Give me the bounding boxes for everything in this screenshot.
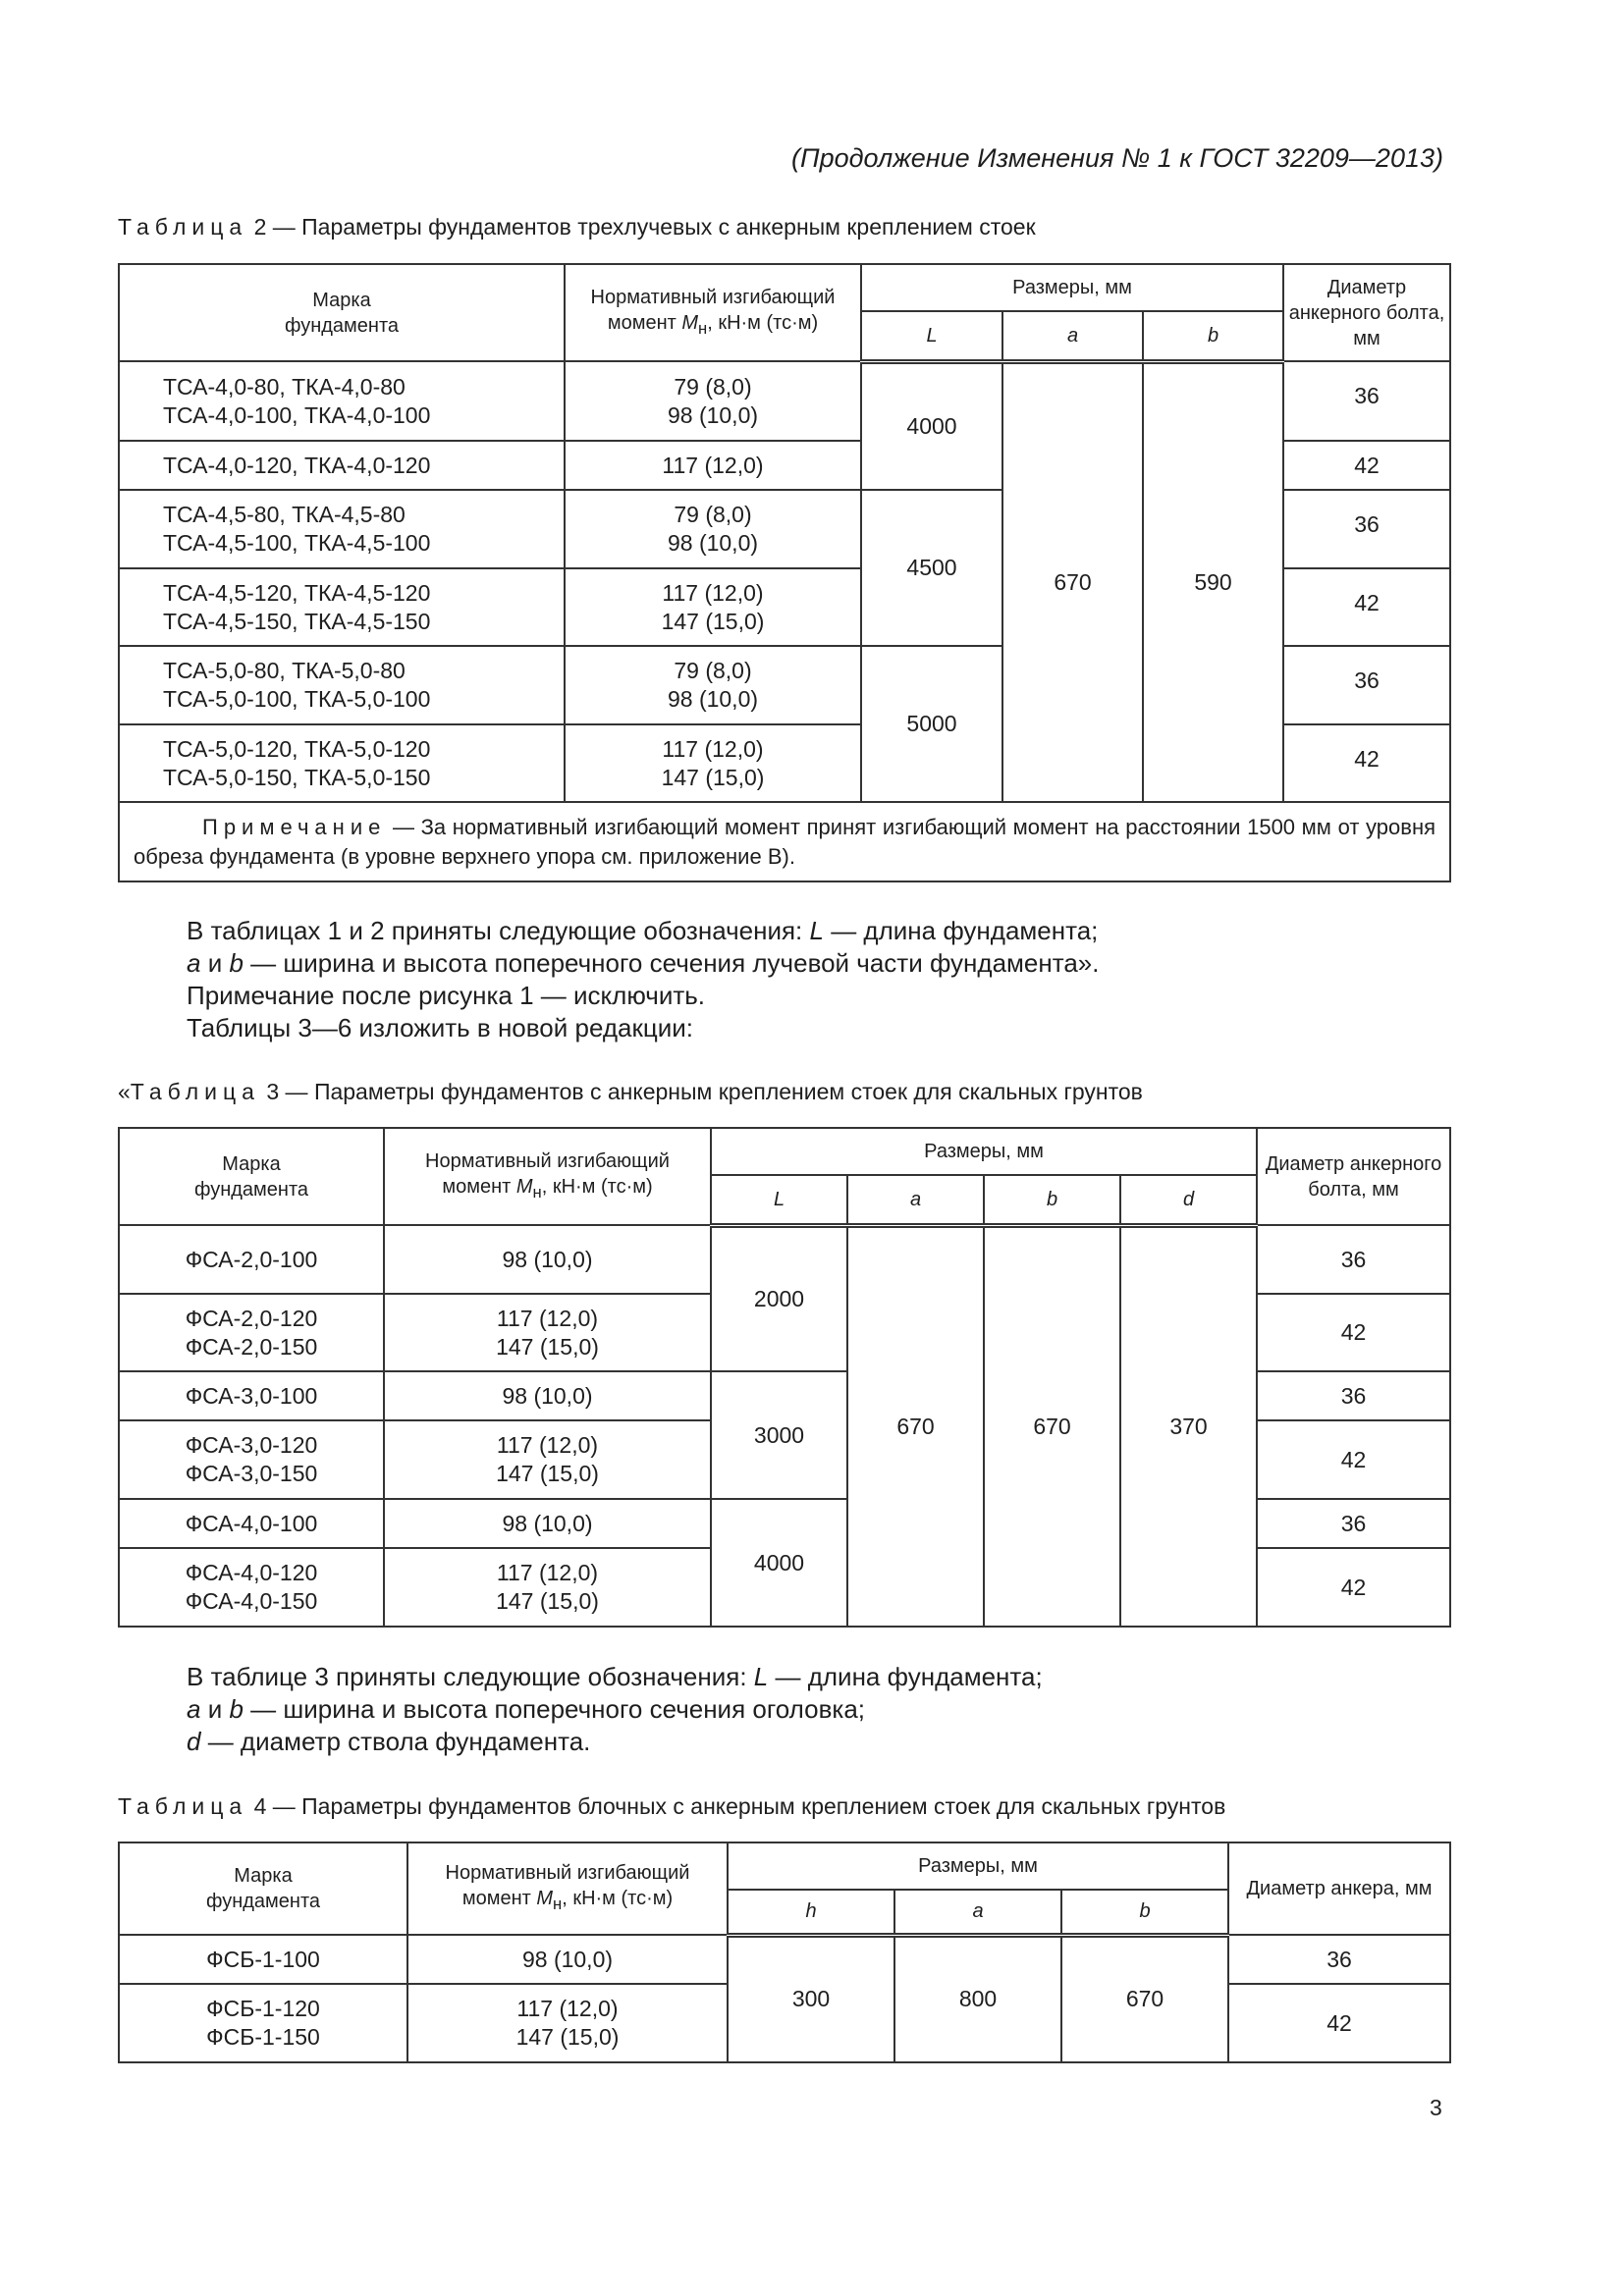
table3-header-d: d	[1120, 1175, 1257, 1225]
table3-moment: 117 (12,0) 147 (15,0)	[384, 1294, 711, 1371]
page-number: 3	[1430, 2095, 1442, 2120]
table2-L: 4000	[861, 361, 1002, 490]
table3-header-bolt: Диаметр анкерного болта, мм	[1257, 1128, 1450, 1225]
table4-mark: ФСБ-1-100	[119, 1935, 407, 1984]
table3-mark: ФСА-3,0-120 ФСА-3,0-150	[119, 1420, 384, 1499]
table3-bolt: 36	[1257, 1499, 1450, 1548]
document-header: (Продолжение Изменения № 1 к ГОСТ 32209—2013)	[791, 143, 1443, 173]
table3-L: 3000	[711, 1371, 847, 1499]
table3-header-mark: Марка фундамента	[119, 1128, 384, 1225]
para2-line2: a и b — ширина и высота поперечного сечения оголовка;	[187, 1694, 866, 1724]
table4-caption	[118, 1793, 1225, 1820]
table3-d: 370	[1120, 1225, 1257, 1627]
table-row	[119, 1225, 1450, 1294]
table3-caption-word: Таблица	[130, 1079, 260, 1104]
table4-header-moment: Нормативный изгибающий момент $M_н$, кН·м (тс·м)	[407, 1842, 728, 1935]
table2-mark: ТСА-5,0-120, ТКА-5,0-120 ТСА-5,0-150, ТКА-5,0-150	[119, 724, 565, 802]
table3-header-sizes: Размеры, мм	[711, 1128, 1257, 1175]
table4-header-sizes: Размеры, мм	[728, 1842, 1228, 1890]
table4-h: 300	[728, 1935, 894, 2062]
table2-moment: 117 (12,0)	[565, 441, 861, 490]
table2-header-sizes: Размеры, мм	[861, 264, 1283, 311]
table3-header-b: b	[984, 1175, 1120, 1225]
table3-L: 4000	[711, 1499, 847, 1627]
table2-moment: 117 (12,0) 147 (15,0)	[565, 724, 861, 802]
table4-header-b: b	[1061, 1890, 1228, 1935]
para1-line3: Примечание после рисунка 1 — исключить.	[187, 981, 706, 1010]
paragraph-notation-2	[187, 1661, 1043, 1758]
table2-header-mark: Марка фундамента	[119, 264, 565, 361]
table2-mark: ТСА-4,0-120, ТКА-4,0-120	[119, 441, 565, 490]
table4-caption-word: Таблица	[118, 1793, 248, 1819]
table2-header-b: b	[1143, 311, 1283, 361]
table2-b: 590	[1143, 361, 1283, 802]
table2-note-text: — За нормативный изгибающий момент принят изгибающий момент на расстоянии 1500 мм от уровня обреза фундамента (в уровне верхнего упора см. приложение В).	[134, 814, 1436, 869]
para2-line1: В таблице 3 приняты следующие обозначения: L — длина фундамента;	[187, 1662, 1043, 1691]
table2-moment: 79 (8,0) 98 (10,0)	[565, 490, 861, 568]
para1-line4: Таблицы 3—6 изложить в новой редакции:	[187, 1013, 694, 1042]
table3-bolt: 42	[1257, 1294, 1450, 1371]
table2-mark: ТСА-4,0-80, ТКА-4,0-80 ТСА-4,0-100, ТКА-4,0-100	[119, 361, 565, 441]
table4-mark: ФСБ-1-120 ФСБ-1-150	[119, 1984, 407, 2062]
table3-moment: 117 (12,0) 147 (15,0)	[384, 1420, 711, 1499]
table2-header-moment: Нормативный изгибающий момент $M_н$, кН·м (тс·м)	[565, 264, 861, 361]
table2	[118, 263, 1451, 882]
table3	[118, 1127, 1451, 1628]
table2-a: 670	[1002, 361, 1143, 802]
table2-moment: 79 (8,0) 98 (10,0)	[565, 646, 861, 724]
table3-moment: 98 (10,0)	[384, 1225, 711, 1294]
table3-moment: 98 (10,0)	[384, 1371, 711, 1420]
table2-mark: ТСА-5,0-80, ТКА-5,0-80 ТСА-5,0-100, ТКА-5,0-100	[119, 646, 565, 724]
table3-caption-text: 3 — Параметры фундаментов с анкерным креплением стоек для скальных грунтов	[266, 1079, 1143, 1104]
table3-moment: 117 (12,0) 147 (15,0)	[384, 1548, 711, 1627]
table2-bolt: 42	[1283, 724, 1450, 802]
table3-b: 670	[984, 1225, 1120, 1627]
table2-bolt: 36	[1283, 361, 1450, 441]
table2-moment: 79 (8,0) 98 (10,0)	[565, 361, 861, 441]
table2-note	[119, 802, 1450, 881]
table3-a: 670	[847, 1225, 984, 1627]
table4-header-h: h	[728, 1890, 894, 1935]
table4-moment: 98 (10,0)	[407, 1935, 728, 1984]
table4-caption-text: 4 — Параметры фундаментов блочных с анкерным креплением стоек для скальных грунтов	[253, 1793, 1226, 1819]
table-row	[119, 1935, 1450, 1984]
table4-header-mark: Марка фундамента	[119, 1842, 407, 1935]
table2-mark: ТСА-4,5-80, ТКА-4,5-80 ТСА-4,5-100, ТКА-4,5-100	[119, 490, 565, 568]
table2-bolt: 36	[1283, 490, 1450, 568]
table3-bolt: 42	[1257, 1420, 1450, 1499]
table3-caption: «Таблица 3 — Параметры фундаментов с анкерным креплением стоек для скальных грунтов	[118, 1079, 1143, 1104]
table2-L: 5000	[861, 646, 1002, 802]
table2-caption-text: 2 — Параметры фундаментов трехлучевых с анкерным креплением стоек	[253, 214, 1036, 240]
table4-header-anchor: Диаметр анкера, мм	[1228, 1842, 1450, 1935]
table-row	[119, 361, 1450, 441]
table4-bolt: 42	[1228, 1984, 1450, 2062]
table3-mark: ФСА-3,0-100	[119, 1371, 384, 1420]
table3-header-moment: Нормативный изгибающий момент $M_н$, кН·м (тс·м)	[384, 1128, 711, 1225]
table2-L: 4500	[861, 490, 1002, 646]
table3-bolt: 36	[1257, 1225, 1450, 1294]
table3-bolt: 36	[1257, 1371, 1450, 1420]
table2-header-bolt: Диаметр анкерного болта, мм	[1283, 264, 1450, 361]
table2-caption-word: Таблица	[118, 214, 248, 240]
table2-moment: 117 (12,0) 147 (15,0)	[565, 568, 861, 646]
table2-header-a: a	[1002, 311, 1143, 361]
table4	[118, 1842, 1451, 2063]
table4-a: 800	[894, 1935, 1061, 2062]
table4-bolt: 36	[1228, 1935, 1450, 1984]
para1-line2: a и b — ширина и высота поперечного сечения лучевой части фундамента».	[187, 948, 1100, 978]
table4-header-a: a	[894, 1890, 1061, 1935]
table2-caption	[118, 214, 1036, 240]
table2-note-word: Примечание	[202, 814, 387, 839]
table2-bolt: 36	[1283, 646, 1450, 724]
table2-bolt: 42	[1283, 568, 1450, 646]
para2-line3: d — диаметр ствола фундамента.	[187, 1727, 591, 1756]
table3-mark: ФСА-4,0-100	[119, 1499, 384, 1548]
table3-header-a: a	[847, 1175, 984, 1225]
table2-mark: ТСА-4,5-120, ТКА-4,5-120 ТСА-4,5-150, ТКА-4,5-150	[119, 568, 565, 646]
table3-L: 2000	[711, 1225, 847, 1371]
paragraph-notation-1	[187, 915, 1100, 1044]
table3-mark: ФСА-2,0-100	[119, 1225, 384, 1294]
table2-header-L: L	[861, 311, 1002, 361]
table3-mark: ФСА-2,0-120 ФСА-2,0-150	[119, 1294, 384, 1371]
table3-header-L: L	[711, 1175, 847, 1225]
table4-b: 670	[1061, 1935, 1228, 2062]
table3-mark: ФСА-4,0-120 ФСА-4,0-150	[119, 1548, 384, 1627]
table4-moment: 117 (12,0) 147 (15,0)	[407, 1984, 728, 2062]
para1-line1: В таблицах 1 и 2 приняты следующие обозначения: L — длина фундамента;	[187, 916, 1099, 945]
table3-bolt: 42	[1257, 1548, 1450, 1627]
table2-bolt: 42	[1283, 441, 1450, 490]
table3-moment: 98 (10,0)	[384, 1499, 711, 1548]
